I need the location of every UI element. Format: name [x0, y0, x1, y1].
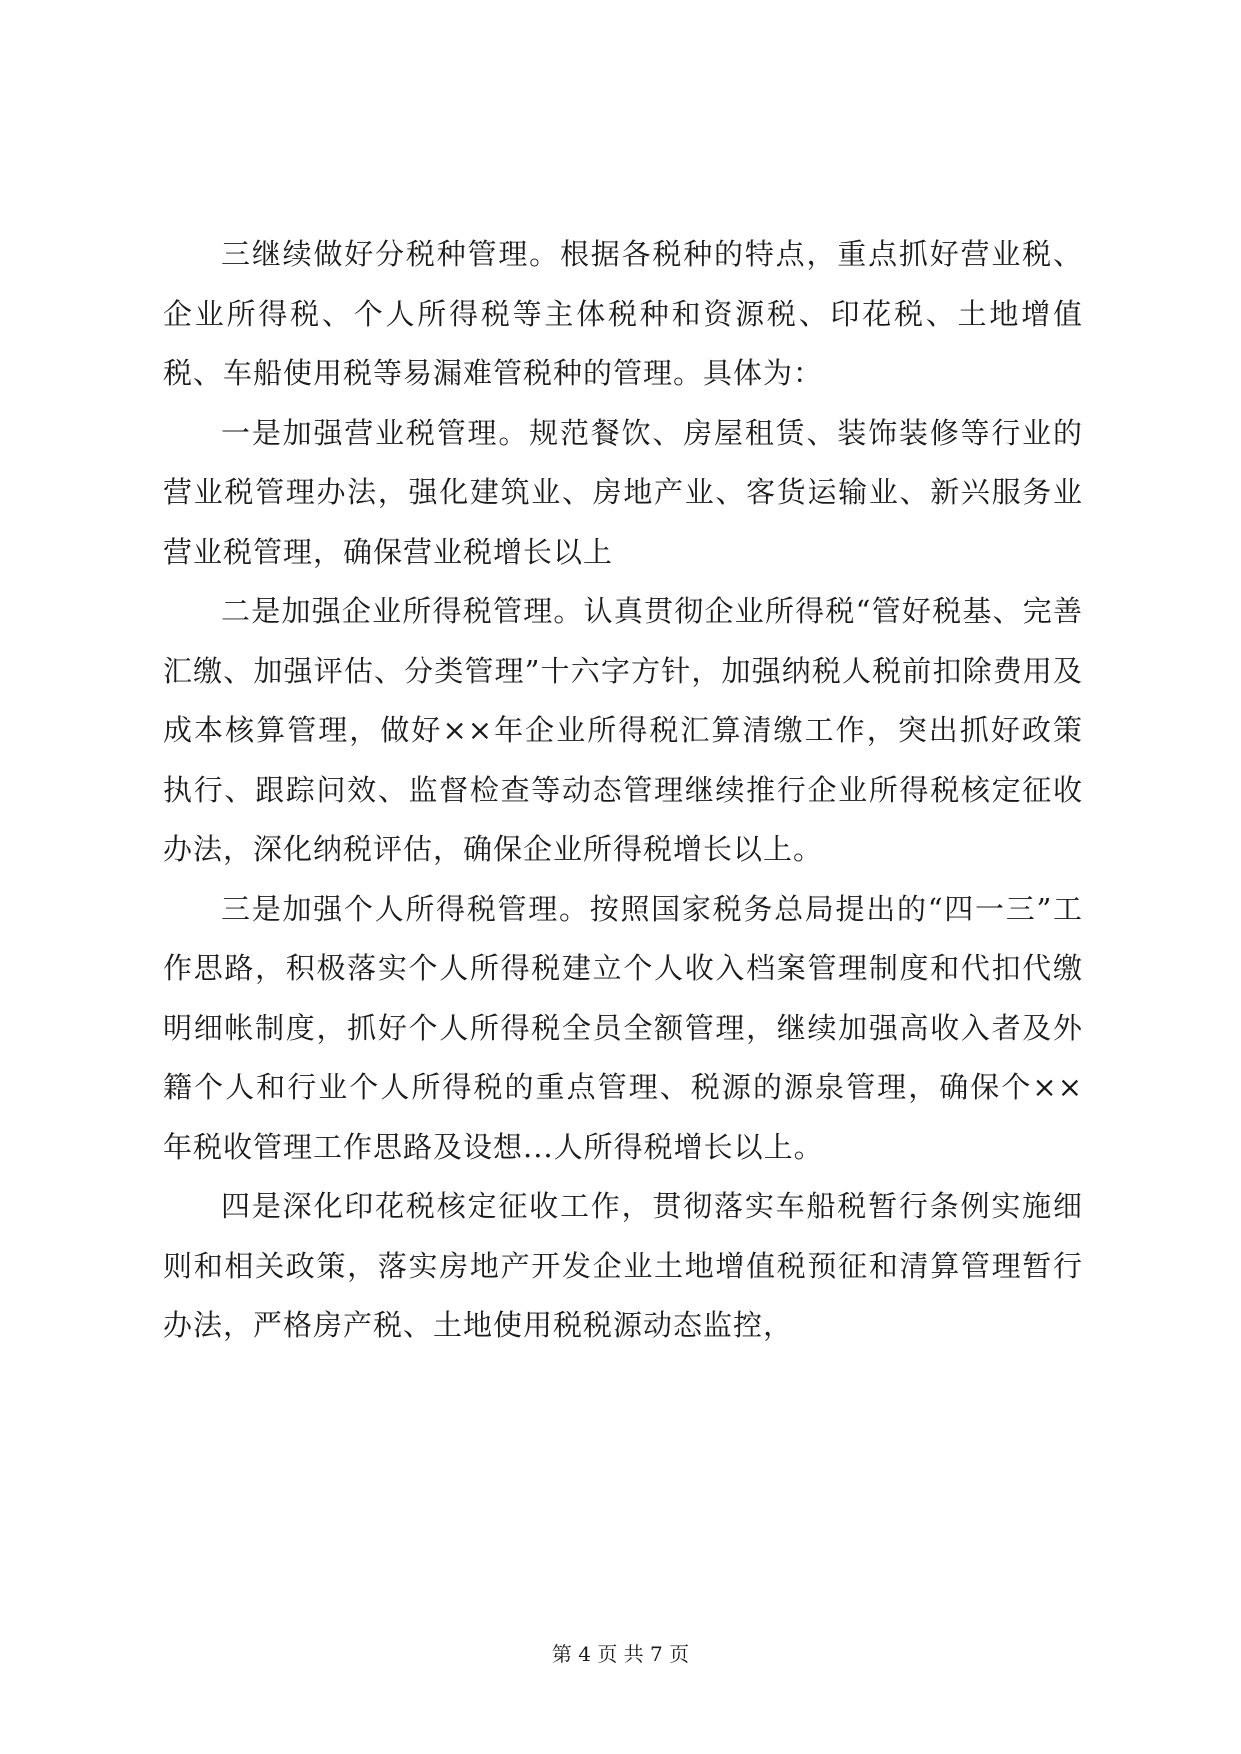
page-footer [0, 1638, 1241, 1667]
paragraph-business-tax: 一是加强营业税管理。规范餐饮、房屋租赁、装饰装修等行业的营业税管理办法，强化建筑业、房地产业、客货运输业、新兴服务业营业税管理，确保营业税增长以上 [163, 415, 1083, 569]
paragraph-individual-income-tax: 三是加强个人所得税管理。按照国家税务总局提出的“四一三”工作思路，积极落实个人所得税建立个人收入档案管理制度和代扣代缴明细帐制度，抓好个人所得税全员全额管理，继续加强高收入者及外籍个人和行业个人所得税的重点管理、税源的源泉管理，确保个××年税收管理工作思路及设想...人所得税增长以上。 [163, 891, 1083, 1164]
paragraph-enterprise-income-tax: 二是加强企业所得税管理。认真贯彻企业所得税“管好税基、完善汇缴、加强评估、分类管理”十六字方针，加强纳税人税前扣除费用及成本核算管理，做好××年企业所得税汇算清缴工作，突出抓好政策执行、跟踪问效、监督检查等动态管理继续推行企业所得税核定征收办法，深化纳税评估，确保企业所得税增长以上。 [163, 594, 1083, 866]
paragraph-tax-category-management: 三继续做好分税种管理。根据各税种的特点，重点抓好营业税、企业所得税、个人所得税等主体税种和资源税、印花税、土地增值税、车船使用税等易漏难管税种的管理。具体为： [163, 237, 1083, 390]
paragraph-stamp-tax: 四是深化印花税核定征收工作，贯彻落实车船税暂行条例实施细则和相关政策，落实房地产开发企业土地增值税预征和清算管理暂行办法，严格房产税、土地使用税税源动态监控， [163, 1189, 1083, 1342]
document-body [163, 225, 1083, 1356]
page-number: 第 4 页 共 7 页 [551, 1642, 690, 1666]
